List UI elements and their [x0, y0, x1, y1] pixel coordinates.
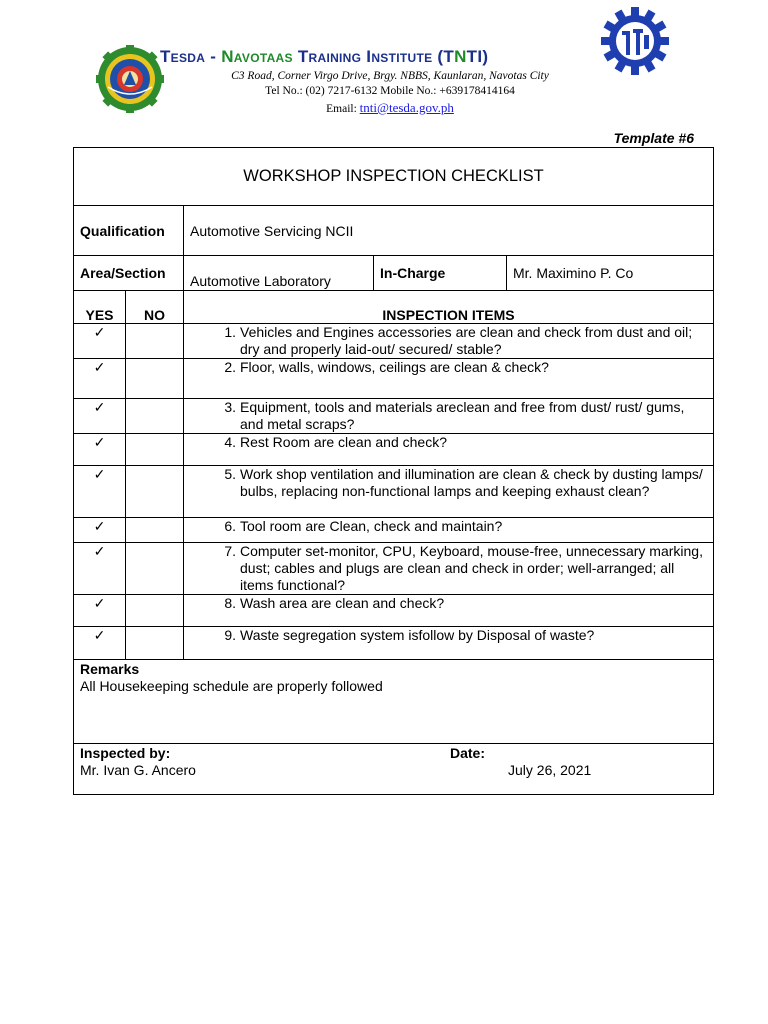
institute-phone: Tel No.: (02) 7217-6132 Mobile No.: +639178414164: [265, 85, 515, 97]
form-title: WORKSHOP INSPECTION CHECKLIST: [74, 148, 714, 206]
email-link[interactable]: tnti@tesda.gov.ph: [359, 100, 454, 115]
institute-name-part: Navotaas: [221, 47, 293, 66]
checklist-row: [74, 359, 714, 399]
no-cell: [126, 518, 184, 543]
no-cell: [126, 324, 184, 359]
yes-checkmark: ✓: [74, 434, 126, 466]
inspected-by-value: Mr. Ivan G. Ancero: [80, 762, 196, 778]
no-cell: [126, 434, 184, 466]
inspection-checklist-table: [73, 147, 714, 795]
remarks-section: [74, 660, 714, 744]
checklist-row: [74, 595, 714, 627]
yes-checkmark: ✓: [74, 627, 126, 660]
item-number: 6.: [224, 518, 236, 534]
items-column-header: INSPECTION ITEMS: [184, 291, 714, 324]
institute-name: [160, 47, 630, 67]
checklist-row: [74, 434, 714, 466]
yes-checkmark: ✓: [74, 466, 126, 518]
item-text: Equipment, tools and materials areclean and free from dust/ rust/ gums, and metal scraps?: [240, 399, 685, 432]
institute-address: C3 Road, Corner Virgo Drive, Brgy. NBBS, Kaunlaran, Navotas City: [231, 70, 549, 82]
incharge-label: In-Charge: [374, 256, 507, 291]
checklist-row: [74, 543, 714, 595]
checklist-row: [74, 627, 714, 660]
yes-checkmark: ✓: [74, 324, 126, 359]
no-cell: [126, 627, 184, 660]
no-cell: [126, 359, 184, 399]
item-text: Vehicles and Engines accessories are clean and check from dust and oil; dry and properly laid-out/ secured/ stable?: [240, 324, 693, 357]
item-number: 1.: [224, 324, 236, 340]
no-cell: [126, 466, 184, 518]
item-number: 8.: [224, 595, 236, 611]
item-text: Wash area are clean and check?: [240, 595, 445, 611]
item-text: Floor, walls, windows, ceilings are clean & check?: [240, 359, 549, 375]
institute-name-part: N: [454, 47, 467, 66]
remarks-label: Remarks: [80, 661, 140, 677]
item-number: 7.: [224, 543, 236, 559]
yes-checkmark: ✓: [74, 595, 126, 627]
yes-checkmark: ✓: [74, 359, 126, 399]
date-label: Date:: [450, 745, 486, 761]
area-label: Area/Section: [74, 256, 184, 291]
document-header: [0, 0, 768, 130]
item-number: 9.: [224, 627, 236, 643]
date-value: July 26, 2021: [508, 762, 592, 778]
institute-name-part: TI): [466, 47, 489, 66]
no-cell: [126, 543, 184, 595]
inspected-by-label: Inspected by:: [80, 745, 171, 761]
qualification-value: Automotive Servicing NCII: [184, 206, 714, 256]
yes-checkmark: ✓: [74, 518, 126, 543]
item-number: 2.: [224, 359, 236, 375]
institute-name-part: Training Institute (T: [292, 47, 455, 66]
tesda-gear-logo-icon: [600, 6, 670, 76]
item-text: Computer set-monitor, CPU, Keyboard, mouse-free, unnecessary marking, dust; cables and plugs are clean and check in order; well-arranged; all items functional?: [240, 543, 703, 593]
item-text: Tool room are Clean, check and maintain?: [240, 518, 503, 534]
checklist-row: [74, 466, 714, 518]
no-cell: [126, 595, 184, 627]
area-value: Automotive Laboratory: [184, 256, 374, 291]
incharge-value: Mr. Maximino P. Co: [507, 256, 714, 291]
item-number: 5.: [224, 466, 236, 482]
remarks-value: All Housekeeping schedule are properly followed: [80, 678, 383, 694]
item-number: 4.: [224, 434, 236, 450]
institute-name-part: Tesda -: [160, 47, 222, 66]
qualification-label: Qualification: [74, 206, 184, 256]
no-cell: [126, 399, 184, 434]
institute-seal-logo: [96, 45, 164, 113]
item-text: Work shop ventilation and illumination are clean & check by dusting lamps/ bulbs, replacing non-functional lamps and keeping exhaust clean?: [240, 466, 703, 499]
checklist-row: [74, 399, 714, 434]
signature-section: [74, 744, 714, 795]
template-number: Template #6: [613, 130, 694, 146]
yes-checkmark: ✓: [74, 543, 126, 595]
checklist-row: [74, 324, 714, 359]
item-text: Waste segregation system isfollow by Disposal of waste?: [240, 627, 595, 643]
no-column-header: NO: [126, 291, 184, 324]
checklist-row: [74, 518, 714, 543]
item-number: 3.: [224, 399, 236, 415]
item-text: Rest Room are clean and check?: [240, 434, 447, 450]
yes-checkmark: ✓: [74, 399, 126, 434]
institute-email: [200, 100, 580, 116]
yes-column-header: YES: [74, 291, 126, 324]
email-label: Email:: [326, 103, 360, 115]
